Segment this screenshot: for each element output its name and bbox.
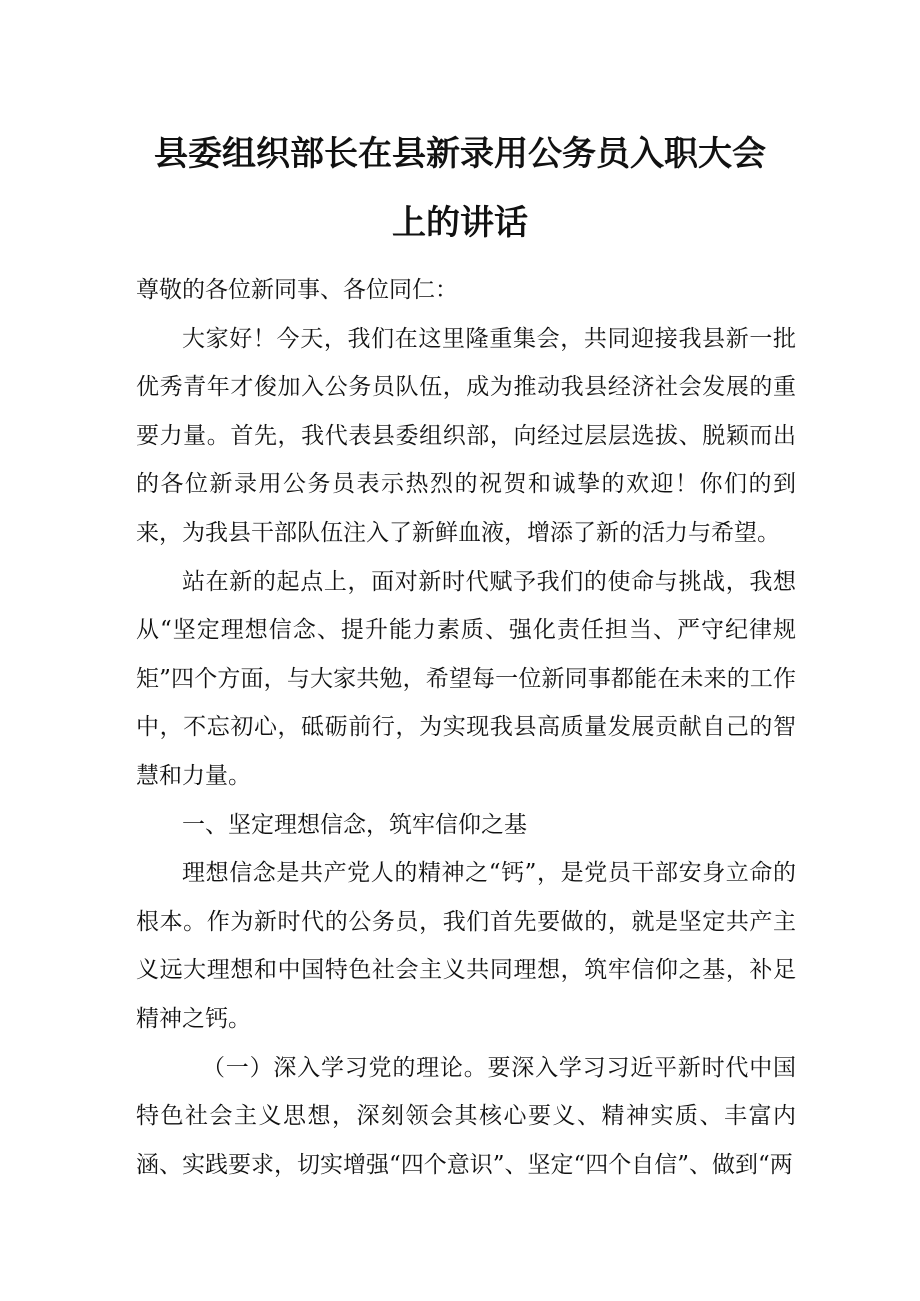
document-body (136, 266, 796, 1189)
subsection-study-theory: （一）深入学习党的理论。要深入学习习近平新时代中国特色社会主义思想，深刻领会其核心要义、精神实质、丰富内涵、实践要求，切实增强“四个意识”、坚定“四个自信”、做到“两 (136, 1054, 796, 1178)
document-title-line-2: 上的讲话 (392, 203, 528, 243)
section-heading-1: 一、坚定理想信念，筑牢信仰之基 (182, 811, 527, 838)
paragraph-ideals: 理想信念是共产党人的精神之“钙”，是党员干部安身立命的根本。作为新时代的公务员，我们首先要做的，就是坚定共产主义远大理想和中国特色社会主义共同理想，筑牢信仰之基，补足精神之钙。 (136, 860, 796, 1032)
paragraph-outline: 站在新的起点上，面对新时代赋予我们的使命与挑战，我想从“坚定理想信念、提升能力素质、强化责任担当、严守纪律规矩”四个方面，与大家共勉，希望每一位新同事都能在未来的工作中，不忘初心，砥砺前行，为实现我县高质量发展贡献自己的智慧和力量。 (136, 568, 796, 789)
paragraph-greeting: 大家好！今天，我们在这里隆重集会，共同迎接我县新一批优秀青年才俊加入公务员队伍，成为推动我县经济社会发展的重要力量。首先，我代表县委组织部，向经过层层选拔、脱颖而出的各位新录用公务员表示热烈的祝贺和诚挚的欢迎！你们的到来，为我县干部队伍注入了新鲜血液，增添了新的活力与希望。 (136, 325, 796, 546)
document-title-line-1: 县委组织部长在县新录用公务员入职大会 (154, 134, 766, 174)
salutation: 尊敬的各位新同事、各位同仁： (136, 277, 458, 303)
